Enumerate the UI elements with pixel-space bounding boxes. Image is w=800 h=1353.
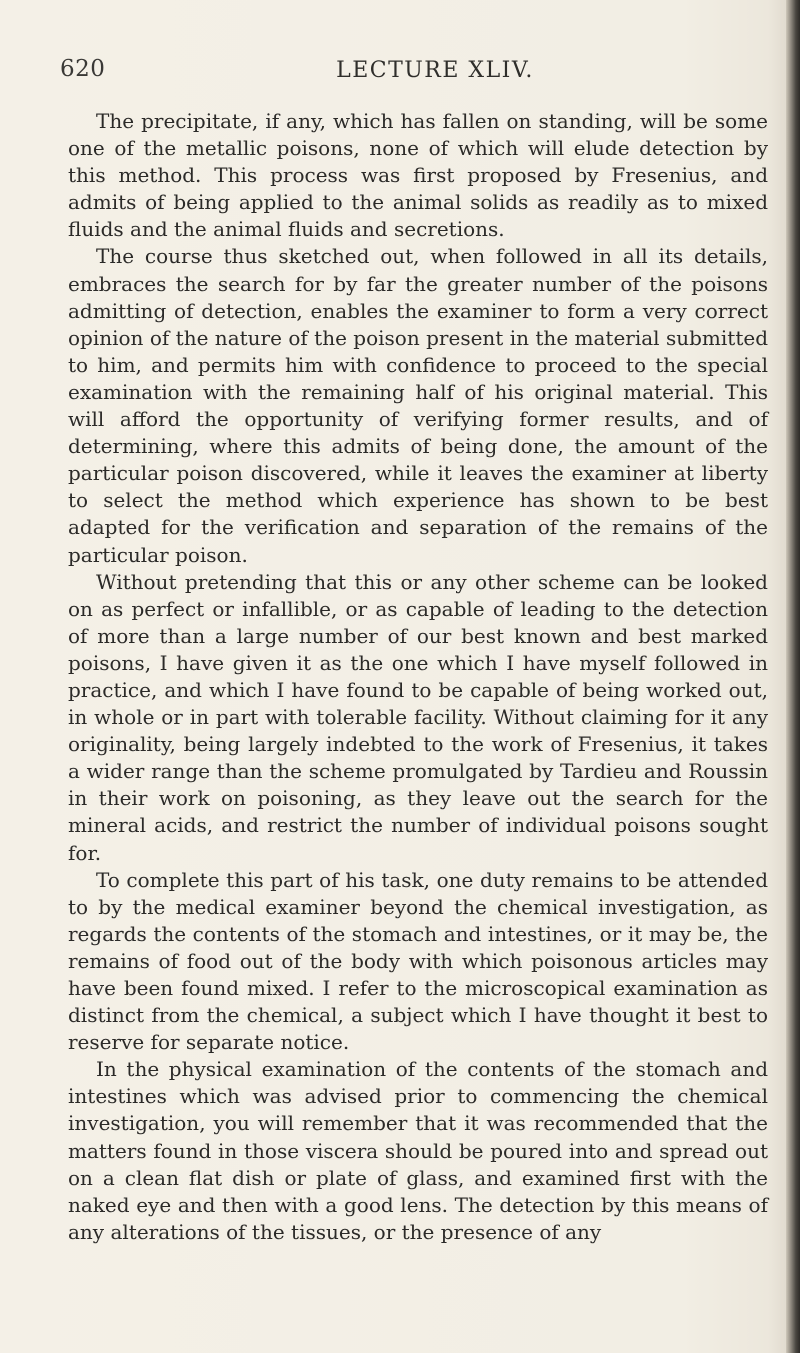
running-head: LECTURE XLIV. [336, 58, 534, 83]
paragraph: In the physical examination of the contents of the stomach and intestines which was advised prior to commencing the chemical investigation, you will remember that it was recommended that the matters found in those viscera should be poured into and spread out on a clean flat dish or plate of glass, and examined first with the naked eye and then with a good lens. The detection by this means of any alterations of the tissues, or the presence of any [68, 1057, 768, 1244]
paragraph: To complete this part of his task, one duty remains to be attended to by the medical examiner beyond the chemical investigation, as regards the contents of the stomach and intestines, or it may be, the remains of food out of the body with which poisonous articles may have been found mixed. I refer to the microscopical examination as distinct from the chemical, a subject which I have thought it best to reserve for separate notice. [68, 867, 768, 1055]
paragraph: Without pretending that this or any other scheme can be looked on as perfect or infallible, or as capable of leading to the detection of more than a large number of our best known and best marked poisons, I have given it as the one which I have myself followed in practice, and which I have found to be capable of being worked out, in whole or in part with tolerable facility. Without claiming for it any originality, being largely indebted to the work of Fresenius, it takes a wider range than the scheme promulgated by Tardieu and Roussin in their work on poisoning, as they leave out the search for the mineral acids, and restrict the number of individual poisons sought for. [68, 569, 768, 865]
paragraph: The precipitate, if any, which has fallen on standing, will be some one of the metallic poisons, none of which will elude detection by this method. This process was first proposed by Fresenius, and admits of being applied to the animal solids as readily as to mixed fluids and the animal fluids and secretions. [68, 109, 768, 242]
page-header [60, 56, 770, 92]
body-text [68, 108, 768, 1246]
page-number: 620 [60, 56, 106, 82]
paragraph: The course thus sketched out, when followed in all its details, embraces the search for by far the greater number of the poisons admitting of detection, enables the examiner to form a very correct opinion of the nature of the poison present in the material submitted to him, and permits him with confidence to proceed to the special examination with the remaining half of his original material. This will afford the opportunity of verifying former results, and of determining, where this admits of being done, the amount of the particular poison discovered, while it leaves the examiner at liberty to select the method which experience has shown to be best adapted for the verification and separation of the remains of the particular poison. [68, 244, 768, 567]
page-binding-shadow [786, 0, 800, 1353]
